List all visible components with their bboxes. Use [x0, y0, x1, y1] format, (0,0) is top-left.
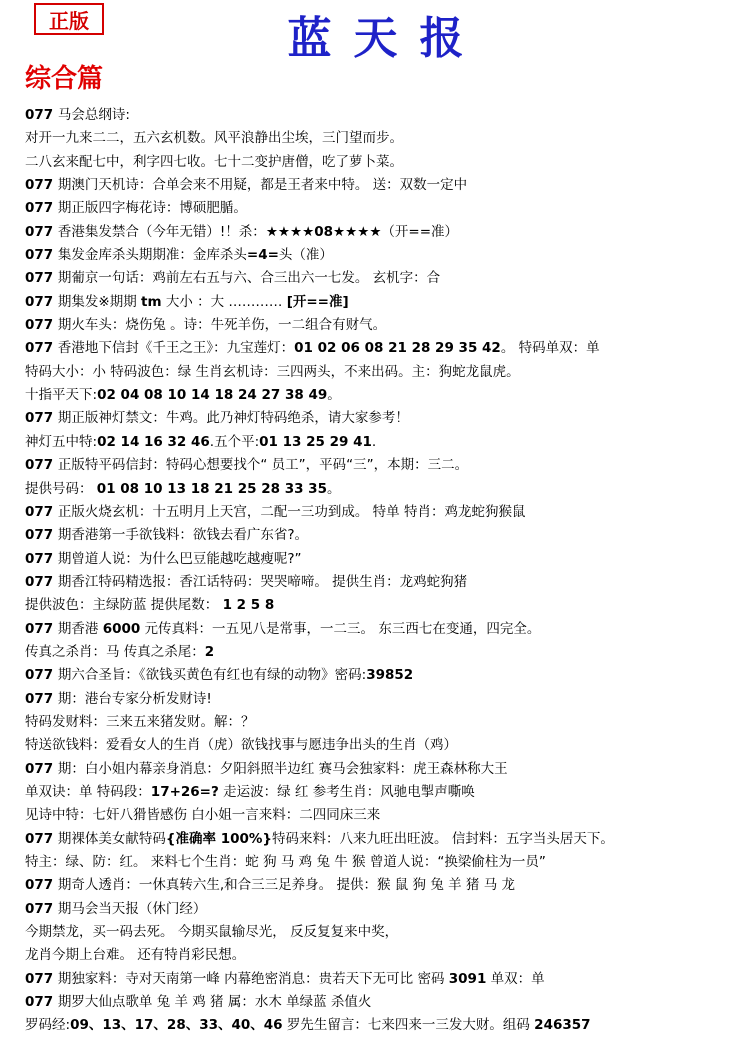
text-segment: 特主：绿、防：红。 来料七个生肖：蛇 狗 马 鸡 兔 牛 猴 曾道人说：“换梁偷柱为一员” [25, 854, 546, 870]
text-line [25, 221, 745, 244]
text-segment: 期香港 [57, 620, 103, 637]
text-segment: 元传真料：一五见八是常事，一二三。 东三西七在变通，四完全。 [140, 620, 541, 637]
text-segment: 077 [25, 690, 58, 707]
text-line [25, 431, 745, 454]
text-segment: 077 [25, 200, 58, 217]
text-segment: 期独家料：寺对天南第一峰 内幕绝密消息：贵若天下无可比 密码 [57, 970, 449, 987]
text-segment: 077 [25, 550, 58, 567]
text-line [25, 174, 745, 197]
text-segment: 246357 [534, 1017, 591, 1034]
text-segment: 077 [25, 223, 58, 240]
text-segment: 龙肖今期上台难。 还有特肖彩民想。 [25, 947, 246, 964]
text-segment: 二八玄来配七中，利字四七收。七十二变护唐僧，吃了萝卜菜。 [25, 153, 403, 170]
text-line [25, 127, 745, 150]
text-segment: 02 14 16 32 46 [97, 433, 210, 450]
text-segment: 期澳门天机诗：合单会来不用疑，都是王者来中特。 送：双数一定中 [57, 177, 468, 194]
text-line [25, 1014, 745, 1037]
text-segment: 077 [25, 270, 58, 287]
text-segment: . [371, 433, 377, 450]
text-segment: 077 [25, 877, 58, 894]
text-segment: 077 [25, 457, 58, 474]
text-segment: 1 2 5 8 [222, 597, 275, 614]
section-heading: 综合篇 [25, 64, 104, 94]
text-segment: 集发金库杀头期期准：金库杀头 [57, 247, 247, 264]
text-segment: 01 08 10 13 18 21 25 28 33 35 [96, 480, 327, 497]
text-segment: 期奇人透肖：一休真转六生,和合三三足养身。 提供：猴 鼠 狗 兔 羊 猪 马 龙 [57, 877, 516, 894]
text-segment: 077 [25, 994, 58, 1011]
text-segment: 077 [25, 620, 58, 637]
text-line [25, 711, 745, 734]
text-segment: =4= [246, 247, 279, 264]
text-line [25, 688, 745, 711]
text-segment: 02 04 08 10 14 18 24 27 38 49 [97, 387, 328, 404]
text-line [25, 197, 745, 220]
text-segment: 单双诀：单 特码段： [25, 783, 151, 800]
text-segment: 01 13 25 29 41 [259, 433, 372, 450]
text-line [25, 758, 745, 781]
text-segment: 01 02 06 08 21 28 29 35 42 [294, 340, 501, 357]
text-segment: {准确率 100%} [165, 830, 273, 847]
text-segment: 。 [327, 387, 341, 404]
text-segment: 077 [25, 830, 58, 847]
text-segment: 3091 [448, 970, 487, 987]
text-segment: 走运波：绿 红 参考生肖：风驰电掣声嘶唤 [218, 783, 475, 800]
text-line [25, 594, 745, 617]
edition-badge: 正版 [34, 3, 104, 35]
text-segment: 特码大小：小 特码波色：绿 生肖玄机诗：三四两头，不来出码。主：狗蛇龙鼠虎。 [25, 363, 520, 380]
text-line [25, 991, 745, 1014]
text-segment: ★★★★08★★★★ [265, 223, 382, 240]
text-line [25, 874, 745, 897]
text-segment: 2 [204, 643, 215, 660]
text-line [25, 921, 745, 944]
text-line [25, 454, 745, 477]
text-line [25, 151, 745, 174]
text-segment: 提供号码： [25, 480, 97, 497]
text-line [25, 407, 745, 430]
text-line [25, 828, 745, 851]
text-segment: 十指平天下: [25, 387, 98, 404]
text-segment: 期曾道人说：为什么巴豆能越吃越瘦呢?” [57, 550, 302, 567]
text-segment: 期香江特码精选报：香江话特码：哭哭啼啼。 提供生肖：龙鸡蛇狗猪 [57, 573, 468, 590]
text-segment: 提供波色：主绿防蓝 提供尾数： [25, 597, 223, 614]
text-segment: （开==准） [381, 223, 459, 240]
text-line [25, 524, 745, 547]
text-line [25, 337, 745, 360]
text-line [25, 734, 745, 757]
text-segment: 077 [25, 340, 58, 357]
text-segment: 特送欲钱料：爱看女人的生肖（虎）欲钱找事与愿违争出头的生肖（鸡） [25, 737, 457, 754]
text-segment: 罗先生留言：七来四来一三发大财。组码 [282, 1017, 535, 1034]
text-line [25, 291, 745, 314]
text-segment: 单双：单 [486, 970, 545, 987]
text-line [25, 851, 745, 874]
text-segment: 。 特码单双：单 [500, 340, 600, 357]
text-segment: 6000 [102, 620, 141, 637]
text-segment: 见诗中特：七奸八猾皆感伤 白小姐一言来料：二四同床三来 [25, 807, 381, 824]
text-segment: 对开一九来二二，五六玄机数。风平浪静出尘埃，三门望而步。 [25, 130, 403, 147]
text-segment: 077 [25, 293, 58, 310]
text-line [25, 781, 745, 804]
text-segment: 期香港第一手欲钱料：欲钱去看广东省?。 [57, 527, 309, 544]
text-line [25, 664, 745, 687]
text-segment: 期葡京一句话：鸡前左右五与六、合三出六一七发。 玄机字：合 [57, 270, 441, 287]
text-segment: 大小 ：大 ………… [161, 293, 287, 310]
text-segment: 077 [25, 317, 58, 334]
text-line [25, 314, 745, 337]
text-segment: 期正版四字梅花诗：博硕肥腯。 [57, 200, 247, 217]
text-line [25, 548, 745, 571]
text-segment: 077 [25, 970, 58, 987]
text-segment: 香港地下信封《千王之王》：九宝莲灯： [57, 340, 295, 357]
text-line [25, 618, 745, 641]
text-segment: 期裸体美女献特码 [57, 830, 166, 847]
text-line [25, 571, 745, 594]
text-segment: 期罗大仙点歌单 兔 羊 鸡 猪 属：水木 单绿蓝 杀值火 [57, 994, 372, 1011]
text-line [25, 384, 745, 407]
text-segment: 马会总纲诗: [57, 107, 130, 123]
text-segment: 正版特平码信封：特码心想要找个“ 员工”，平码“三”，本期：三二。 [57, 457, 469, 474]
text-segment: 077 [25, 410, 58, 427]
text-line [25, 244, 745, 267]
text-segment: 期：港台专家分析发财诗! [57, 690, 212, 707]
text-segment: 077 [25, 107, 58, 123]
text-line [25, 501, 745, 524]
text-segment: 期六合圣旨：《欲钱买黄色有红也有绿的动物》密码: [57, 667, 367, 684]
text-line [25, 478, 745, 501]
text-segment: 神灯五中特: [25, 433, 98, 450]
text-line [25, 361, 745, 384]
text-segment: 09、13、17、28、33、40、46 [70, 1017, 283, 1034]
text-segment: 罗码经: [25, 1017, 71, 1034]
text-segment: .五个平: [209, 433, 260, 450]
text-line [25, 804, 745, 827]
text-segment: 077 [25, 177, 58, 194]
text-line [25, 968, 745, 991]
text-segment: 077 [25, 527, 58, 544]
article-body [25, 104, 745, 1038]
text-segment: 期火车头：烧伤兔 。诗：牛死羊伤，一二组合有财气。 [57, 317, 387, 334]
text-segment: 期：白小姐内幕亲身消息：夕阳斜照半边红 赛马会独家料：虎王森林称大王 [57, 760, 508, 777]
text-segment: 今期禁龙，买一码去死。 今期买鼠输尽光， 反反复复来中奖， [25, 924, 399, 941]
text-segment: 香港集发禁合（今年无错）!！杀： [57, 223, 266, 240]
text-segment: 077 [25, 900, 58, 917]
text-segment: 17+26=? [150, 783, 219, 800]
text-segment: 传真之杀肖：马 传真之杀尾： [25, 643, 205, 660]
text-segment: 077 [25, 573, 58, 590]
text-segment: 077 [25, 247, 58, 264]
page-title: 蓝天报 [287, 13, 486, 64]
text-segment: 期正版神灯禁文：牛鸡。此乃神灯特码绝杀，请大家参考！ [57, 410, 409, 427]
text-segment: tm [141, 293, 162, 310]
text-segment: 077 [25, 667, 58, 684]
text-segment: 39852 [366, 667, 414, 684]
text-line [25, 641, 745, 664]
text-segment: 特码发财料：三来五来猪发财。解：？ [25, 713, 255, 730]
text-segment: [开==准] [286, 293, 349, 310]
text-segment: 077 [25, 503, 58, 520]
text-segment: 。 [326, 480, 341, 497]
text-line [25, 267, 745, 290]
text-segment: 077 [25, 760, 58, 777]
text-segment: 期集发※期期 [57, 293, 141, 310]
text-segment: 头（准） [278, 247, 333, 264]
text-segment: 期马会当天报（休门经） [57, 900, 207, 917]
text-line [25, 898, 745, 921]
text-line [25, 944, 745, 967]
text-segment: 正版火烧玄机：十五明月上天宫，二配一三功到成。 特单 特肖：鸡龙蛇狗猴鼠 [57, 503, 526, 520]
text-line [25, 104, 745, 127]
text-segment: 特码来料：八来九旺出旺波。 信封料：五字当头居天下。 [272, 830, 614, 847]
